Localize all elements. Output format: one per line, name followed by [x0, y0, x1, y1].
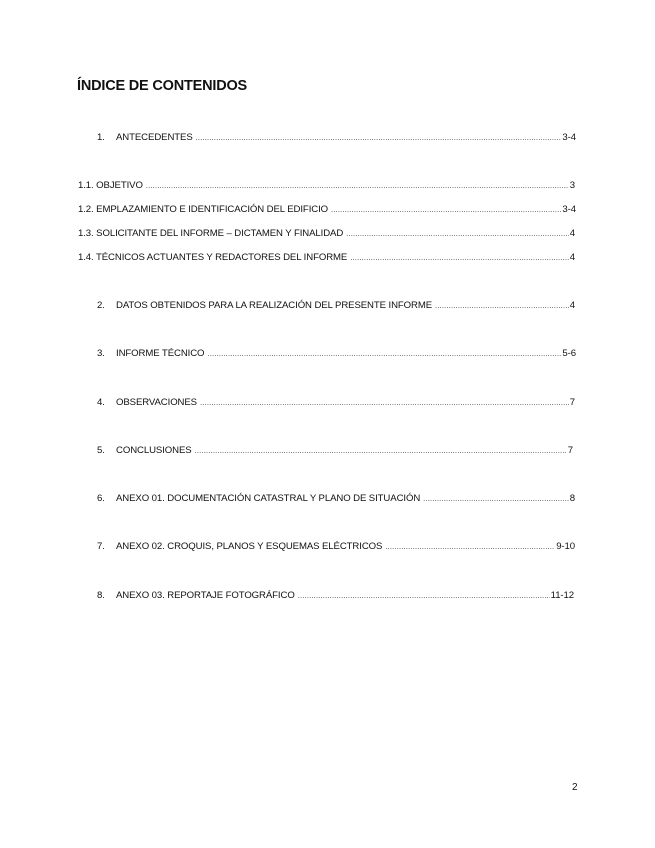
page-number: 2	[572, 782, 578, 793]
toc-entry-page: 5-6	[562, 348, 576, 359]
toc-entry-anexo-01	[97, 493, 575, 504]
toc-entry-page: 4	[569, 300, 575, 311]
toc-entry-number: 4.	[97, 397, 105, 408]
toc-entry-number: 7.	[97, 541, 105, 552]
dot-leader	[385, 541, 555, 551]
toc-entry-antecedentes	[97, 132, 576, 143]
toc-entry-page: 3-4	[562, 132, 576, 143]
toc-entry-page: 8	[569, 493, 575, 504]
dot-leader	[350, 252, 569, 262]
toc-entry-label: 1.1. OBJETIVO	[78, 180, 143, 191]
toc-entry-anexo-03	[97, 590, 574, 601]
toc-entry-page: 3	[569, 180, 575, 191]
toc-entry-page: 9-10	[556, 541, 575, 552]
toc-entry-number: 5.	[97, 445, 105, 456]
toc-entry-conclusiones	[97, 445, 573, 456]
toc-entry-label: 1.4. TÉCNICOS ACTUANTES Y REDACTORES DEL INFORME	[78, 252, 348, 263]
toc-entry-label: ANEXO 02. CROQUIS, PLANOS Y ESQUEMAS ELÉCTRICOS	[116, 541, 383, 552]
toc-entry-label: ANEXO 03. REPORTAJE FOTOGRÁFICO	[116, 590, 295, 601]
dot-leader	[346, 228, 569, 238]
toc-entry-objetivo	[78, 180, 575, 191]
dot-leader	[200, 397, 569, 407]
toc-entry-label: OBSERVACIONES	[116, 397, 197, 408]
toc-entry-tecnicos	[78, 252, 575, 263]
toc-entry-emplazamiento	[78, 204, 576, 215]
dot-leader	[195, 445, 567, 455]
toc-entry-page: 4	[569, 252, 575, 263]
dot-leader	[196, 132, 562, 142]
toc-entry-page: 7	[567, 445, 573, 456]
toc-entry-page: 3-4	[562, 204, 576, 215]
toc-entry-number: 3.	[97, 348, 105, 359]
toc-entry-datos	[97, 300, 575, 311]
dot-leader	[331, 204, 561, 214]
toc-entry-page: 4	[569, 228, 575, 239]
toc-entry-label: DATOS OBTENIDOS PARA LA REALIZACIÓN DEL PRESENTE INFORME	[116, 300, 433, 311]
dot-leader	[298, 590, 550, 600]
toc-entry-page: 7	[569, 397, 575, 408]
toc-entry-solicitante	[78, 228, 575, 239]
toc-entry-label: INFORME TÉCNICO	[116, 348, 205, 359]
dot-leader	[423, 493, 569, 503]
toc-entry-number: 6.	[97, 493, 105, 504]
toc-entry-number: 8.	[97, 590, 105, 601]
dot-leader	[207, 348, 561, 358]
dot-leader	[146, 180, 569, 190]
toc-entry-label: CONCLUSIONES	[116, 445, 192, 456]
toc-entry-informe-tecnico	[97, 348, 576, 359]
toc-entry-label: ANTECEDENTES	[116, 132, 193, 143]
toc-entry-observaciones	[97, 397, 575, 408]
toc-entry-number: 2.	[97, 300, 105, 311]
toc-title: ÍNDICE DE CONTENIDOS	[77, 78, 248, 94]
toc-entry-label: 1.3. SOLICITANTE DEL INFORME – DICTAMEN Y FINALIDAD	[78, 228, 344, 239]
dot-leader	[435, 300, 569, 310]
toc-entry-page: 11-12	[550, 590, 574, 601]
toc-entry-label: ANEXO 01. DOCUMENTACIÓN CATASTRAL Y PLANO DE SITUACIÓN	[116, 493, 421, 504]
toc-entry-number: 1.	[97, 132, 105, 143]
toc-entry-label: 1.2. EMPLAZAMIENTO E IDENTIFICACIÓN DEL EDIFICIO	[78, 204, 329, 215]
toc-entry-anexo-02	[97, 541, 575, 552]
